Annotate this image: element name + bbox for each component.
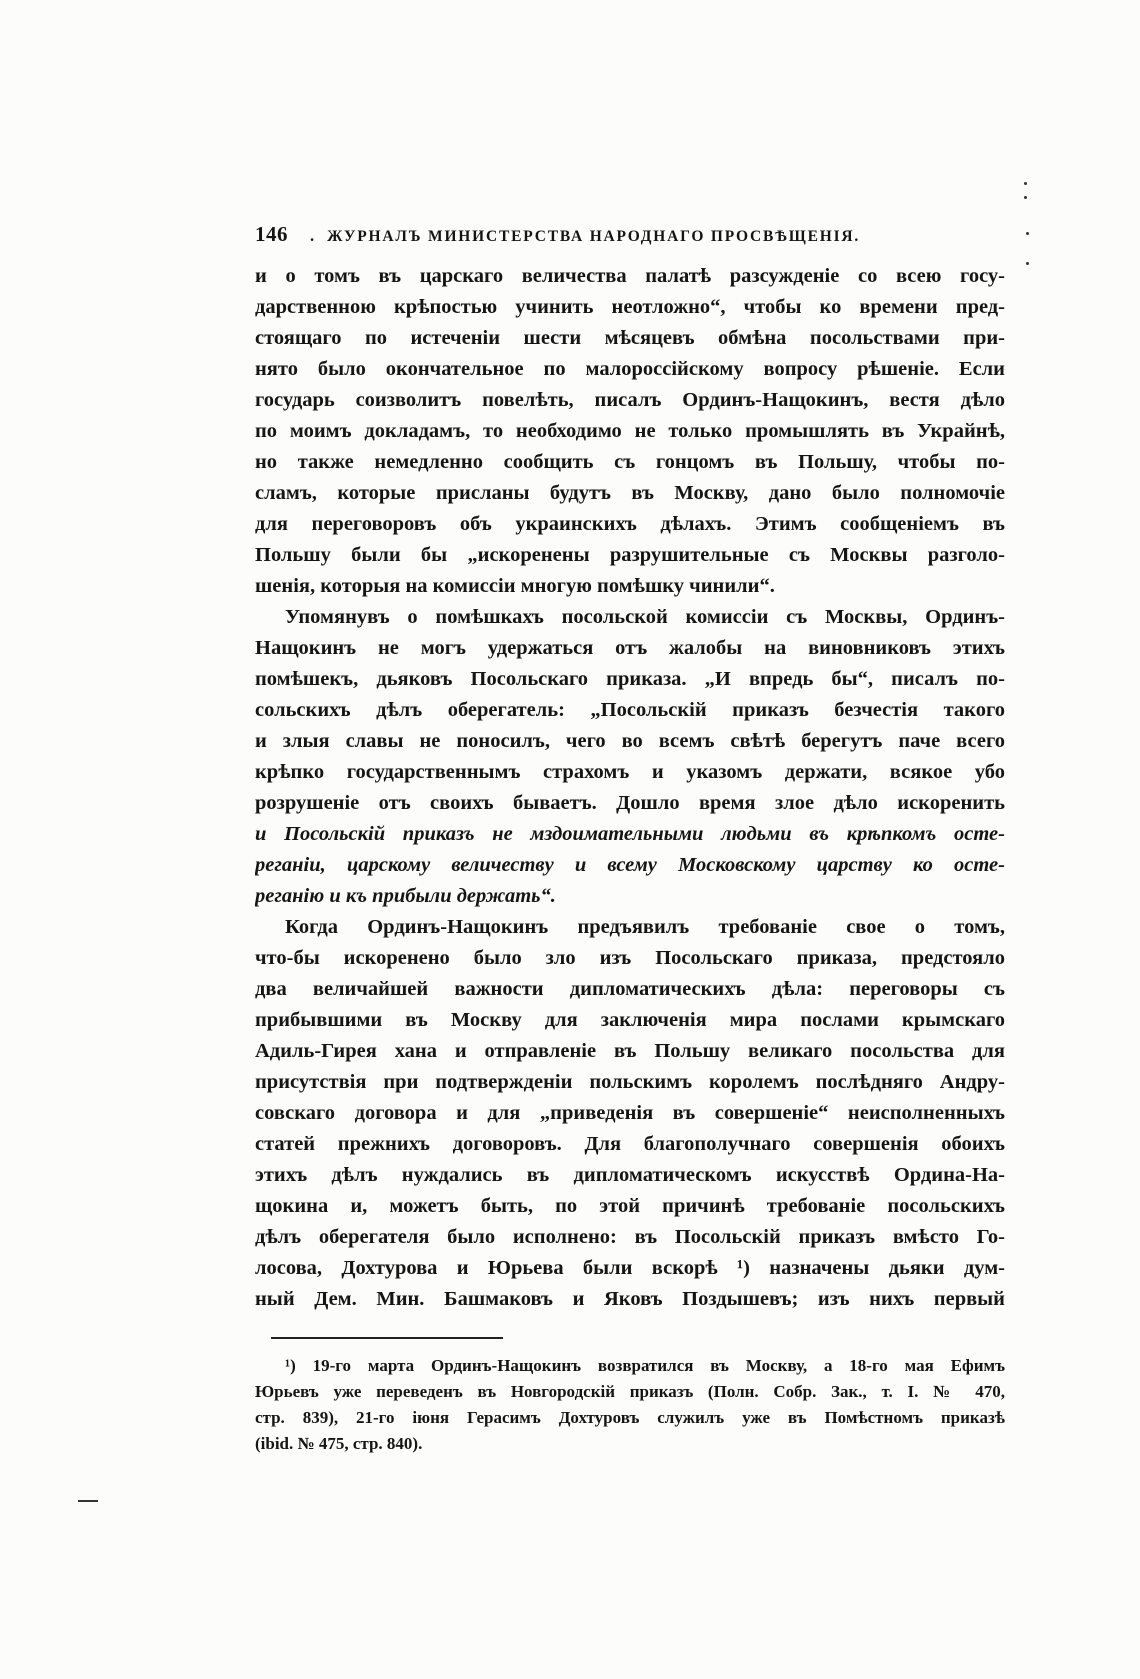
text-line: шенія, которыя на комиссіи многую помѣшку чинили“. <box>255 575 775 597</box>
text-line: щокина и, можетъ быть, по этой причинѣ требованіе посольскихъ <box>255 1195 1005 1217</box>
margin-speck <box>1026 262 1029 265</box>
text-line: по моимъ докладамъ, то необходимо не только промышлять въ Украйнѣ, <box>255 420 1005 442</box>
text-line: этихъ дѣлъ нуждались въ дипломатическомъ искусствѣ Ордина-На- <box>255 1164 1005 1186</box>
footnote-divider <box>271 1337 503 1339</box>
text-line: что-бы искоренено было зло изъ Посольскаго приказа, предстояло <box>255 947 1005 969</box>
text-line: для переговоровъ объ украинскихъ дѣлахъ. Этимъ сообщеніемъ въ <box>255 513 1005 535</box>
text-line: совскаго договора и для „приведенія въ совершеніе“ неисполненныхъ <box>255 1102 1005 1124</box>
footnote-line: стр. 839), 21-го іюня Герасимъ Дохтуровъ служилъ уже въ Помѣстномъ приказѣ <box>255 1408 1005 1427</box>
footnote-line: ¹) 19-го марта Ординъ-Нащокинъ возвратился въ Москву, а 18-го мая Ефимъ <box>285 1356 1005 1375</box>
text-line: Польшу были бы „искоренены разрушительные съ Москвы разголо- <box>255 544 1005 566</box>
footnote-line: (ibid. № 475, стр. 840). <box>255 1434 423 1453</box>
main-text <box>255 261 1005 1315</box>
running-header <box>255 222 1005 247</box>
text-line: розрушеніе отъ своихъ бываетъ. Дошло время злое дѣло искоренить <box>255 792 1005 814</box>
text-line: Когда Ординъ-Нащокинъ предъявилъ требованіе свое о томъ, <box>285 916 1005 938</box>
margin-speck <box>1024 182 1027 185</box>
text-line: статей прежнихъ договоровъ. Для благополучнаго совершенія обоихъ <box>255 1133 1005 1155</box>
footnote-line: Юрьевъ уже переведенъ въ Новгородскій приказъ (Полн. Собр. Зак., т. I. № 470, <box>255 1382 1005 1401</box>
page-number: 146 <box>255 222 288 246</box>
journal-title: ЖУРНАЛЪ МИНИСТЕРСТВА НАРОДНАГО ПРОСВѢЩЕНІЯ. <box>327 228 861 245</box>
margin-speck <box>1026 232 1029 235</box>
text-line: и Посольскій приказъ не мздоимательными людьми въ крѣпкомъ осте- <box>255 823 1005 845</box>
text-line: но также немедленно сообщить съ гонцомъ въ Польшу, чтобы по- <box>255 451 1005 473</box>
text-line: присутствія при подтвержденіи польскимъ королемъ послѣдняго Андру- <box>255 1071 1005 1093</box>
text-line: сламъ, которые присланы будутъ въ Москву, дано было полномочіе <box>255 482 1005 504</box>
text-line: реганіи, царскому величеству и всему Московскому царству ко осте- <box>255 854 1005 876</box>
text-line: два величайшей важности дипломатическихъ дѣла: переговоры съ <box>255 978 1005 1000</box>
text-line: помѣшекъ, дьяковъ Посольскаго приказа. „И впредь бы“, писалъ по- <box>255 668 1005 690</box>
margin-dash <box>78 1500 98 1502</box>
text-line: и о томъ въ царскаго величества палатѣ разсужденіе со всею госу- <box>255 265 1005 287</box>
text-line: стоящаго по истеченіи шести мѣсяцевъ обмѣна посольствами при- <box>255 327 1005 349</box>
text-line: и злыя славы не поносилъ, чего во всемъ свѣтѣ берегутъ паче всего <box>255 730 1005 752</box>
text-line: дѣлъ оберегателя было исполнено: въ Посольскій приказъ вмѣсто Го- <box>255 1226 1005 1248</box>
text-line: крѣпко государственнымъ страхомъ и указомъ держати, всякое убо <box>255 761 1005 783</box>
text-line: Нащокинъ не могъ удержаться отъ жалобы на виновниковъ этихъ <box>255 637 1005 659</box>
text-line: прибывшими въ Москву для заключенія мира послами крымскаго <box>255 1009 1005 1031</box>
text-line: государь соизволитъ повелѣть, писалъ Ординъ-Нащокинъ, вестя дѣло <box>255 389 1005 411</box>
text-line: Упомянувъ о помѣшкахъ посольской комиссіи съ Москвы, Ординъ- <box>285 606 1005 628</box>
footnote <box>255 1353 1005 1457</box>
header-separator: . <box>310 226 316 245</box>
text-line: реганію и къ прибыли держать“. <box>255 885 556 907</box>
text-line: ный Дем. Мин. Башмаковъ и Яковъ Поздышевъ; изъ нихъ первый <box>255 1288 1005 1310</box>
text-line: Адиль-Гирея хана и отправленіе въ Польшу великаго посольства для <box>255 1040 1005 1062</box>
text-line: нято было окончательное по малороссійскому вопросу рѣшеніе. Если <box>255 358 1005 380</box>
text-line: сольскихъ дѣлъ оберегатель: „Посольскій приказъ безчестія такого <box>255 699 1005 721</box>
text-line: лосова, Дохтурова и Юрьева были вскорѣ ¹) назначены дьяки дум- <box>255 1257 1005 1279</box>
text-line: дарственною крѣпостью учинить неотложно“, чтобы ко времени пред- <box>255 296 1005 318</box>
margin-speck <box>1024 196 1027 199</box>
page-body <box>255 222 1005 1457</box>
